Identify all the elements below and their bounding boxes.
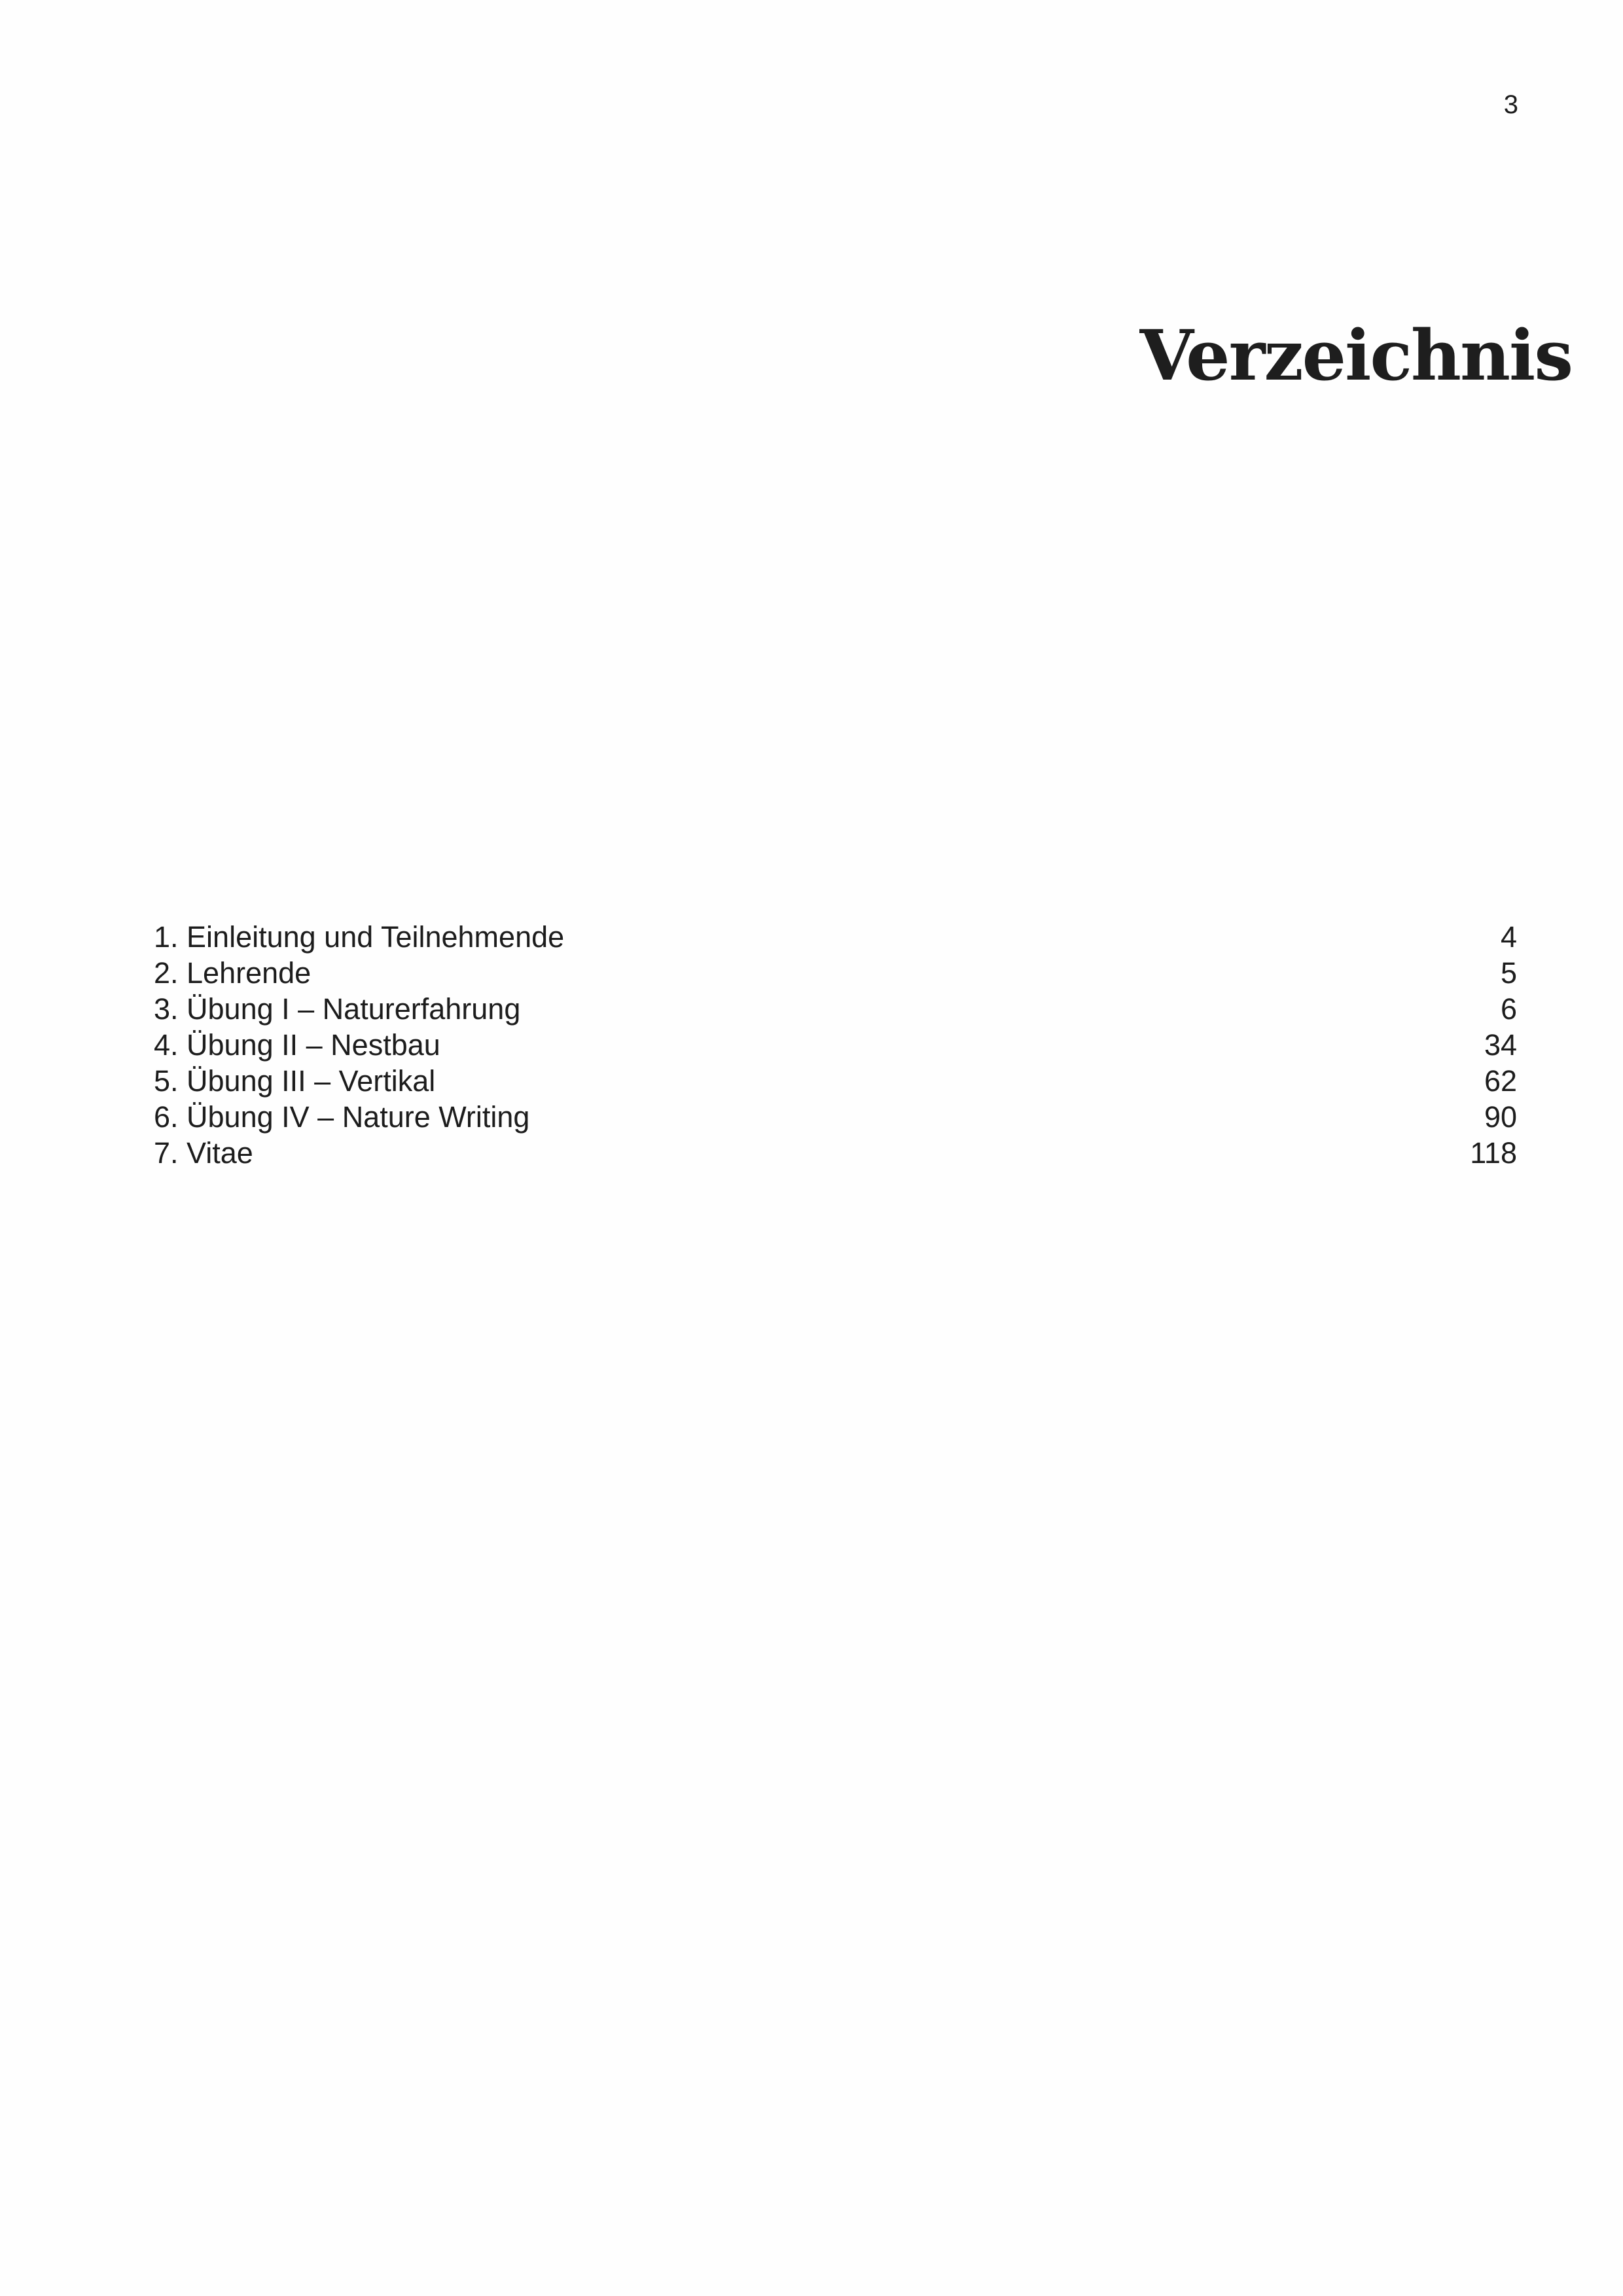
toc-entry-label: 5. Übung III – Vertikal	[154, 1064, 436, 1098]
toc-entry-label: 4. Übung II – Nestbau	[154, 1028, 440, 1062]
toc-entry	[154, 1099, 1517, 1135]
toc-entry-page: 62	[1484, 1064, 1517, 1098]
toc-entry-label: 3. Übung I – Naturerfahrung	[154, 992, 521, 1026]
toc-entry-label: 6. Übung IV – Nature Writing	[154, 1100, 530, 1134]
toc-entry	[154, 1063, 1517, 1099]
page-title: Verzeichnis	[1139, 314, 1572, 396]
table-of-contents	[154, 919, 1517, 1171]
toc-entry-label: 1. Einleitung und Teilnehmende	[154, 920, 565, 954]
toc-entry	[154, 1027, 1517, 1063]
toc-entry-page: 5	[1500, 956, 1517, 990]
page-number: 3	[1503, 90, 1518, 119]
toc-entry	[154, 1135, 1517, 1171]
toc-entry	[154, 919, 1517, 955]
toc-entry-page: 6	[1500, 992, 1517, 1026]
toc-entry-page: 4	[1500, 920, 1517, 954]
toc-entry	[154, 955, 1517, 991]
toc-entry-page: 34	[1484, 1028, 1517, 1062]
toc-entry-label: 2. Lehrende	[154, 956, 312, 990]
toc-entry-label: 7. Vitae	[154, 1136, 253, 1170]
toc-entry	[154, 991, 1517, 1027]
toc-entry-page: 90	[1484, 1100, 1517, 1134]
toc-entry-page: 118	[1470, 1136, 1517, 1170]
